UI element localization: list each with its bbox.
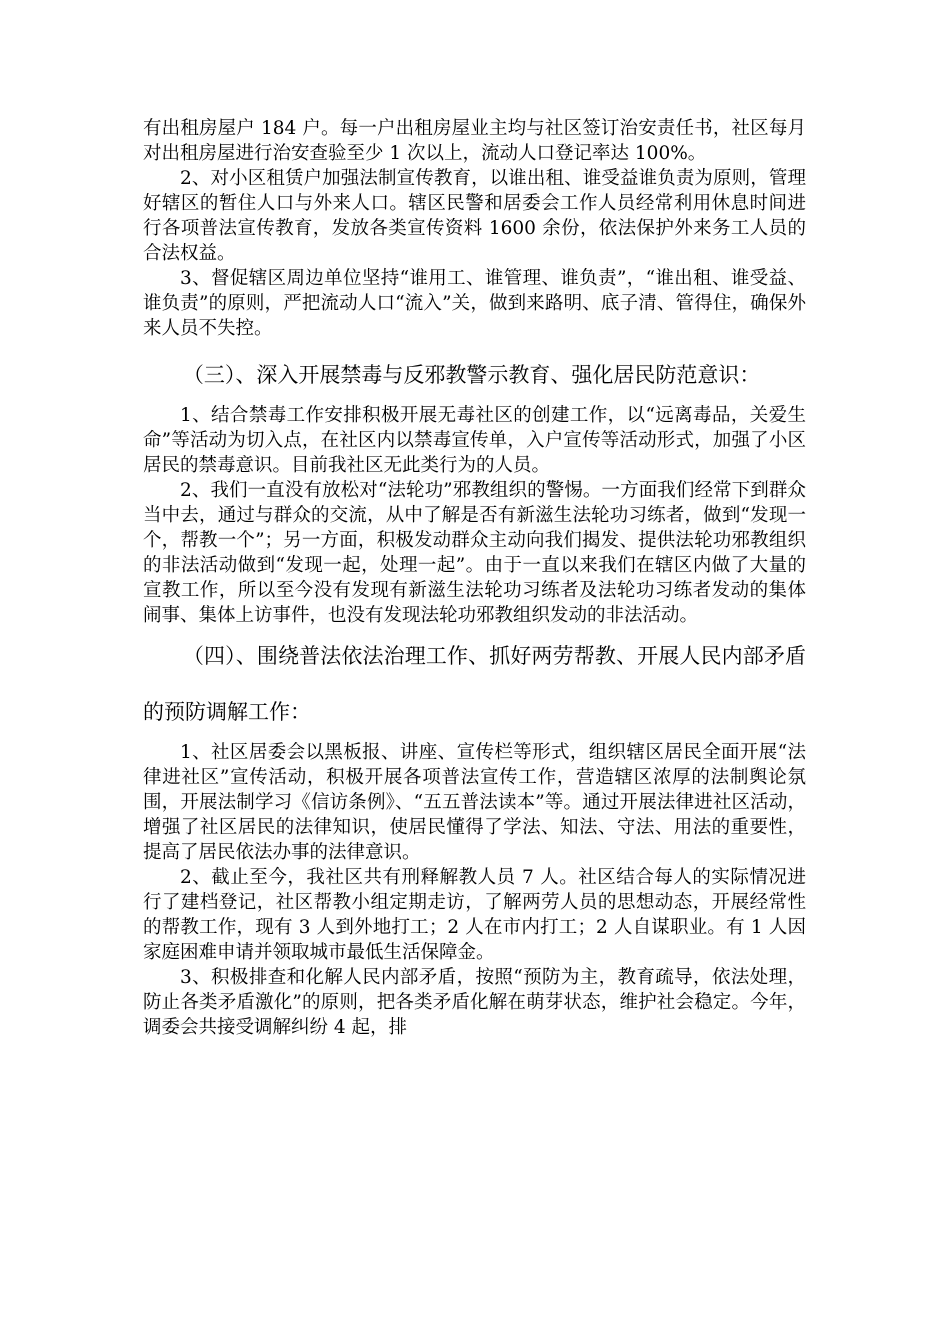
body-paragraph: 2、截止至今，我社区共有刑释解教人员 7 人。社区结合每人的实际情况进行了建档登记，社区帮教小组定期走访，了解两劳人员的思想动态，开展经常性的帮教工作，现有 3 人到外地打工；2 人在市内打工；2 人自谋职业。有 1 人因家庭困难申请并领取城市最低生活保障金。: [143, 867, 806, 963]
body-paragraph: 3、积极排查和化解人民内部矛盾，按照“预防为主，教育疏导，依法处理，防止各类矛盾激化”的原则，把各类矛盾化解在萌芽状态，维护社会稳定。今年，调委会共接受调解纠纷 4 起，排: [143, 967, 806, 1038]
body-paragraph: 2、对小区租赁户加强法制宣传教育，以谁出租、谁受益谁负责为原则，管理好辖区的暂住人口与外来人口。辖区民警和居委会工作人员经常利用休息时间进行各项普法宣传教育，发放各类宣传资料 1600 余份，依法保护外来务工人员的合法权益。: [143, 168, 806, 264]
body-paragraph: 2、我们一直没有放松对“法轮功”邪教组织的警惕。一方面我们经常下到群众当中去，通过与群众的交流，从中了解是否有新滋生法轮功习练者，做到“发现一个，帮教一个”；另一方面，积极发动群众主动向我们揭发、提供法轮功邪教组织的非法活动做到“发现一起，处理一起”。由于一直以来我们在辖区内做了大量的宣教工作，所以至今没有发现有新滋生法轮功习练者及法轮功习练者发动的集体闹事、集体上访事件，也没有发现法轮功邪教组织发动的非法活动。: [143, 480, 806, 626]
body-paragraph: 1、社区居委会以黑板报、讲座、宣传栏等形式，组织辖区居民全面开展“法律进社区”宣传活动，积极开展各项普法宣传工作，营造辖区浓厚的法制舆论氛围，开展法制学习《信访条例》、“五五普法读本”等。通过开展法律进社区活动，增强了社区居民的法律知识，使居民懂得了学法、知法、守法、用法的重要性，提高了居民依法办事的法律意识。: [143, 742, 806, 863]
body-paragraph: 1、结合禁毒工作安排积极开展无毒社区的创建工作，以“远离毒品，关爱生命”等活动为切入点，在社区内以禁毒宣传单，入户宣传等活动形式，加强了小区居民的禁毒意识。目前我社区无此类行为的人员。: [143, 405, 806, 476]
section-heading-4: （四）、围绕普法依法治理工作、抓好两劳帮教、开展人民内部矛盾的预防调解工作：: [143, 644, 806, 724]
section-heading-3: （三）、深入开展禁毒与反邪教警示教育、强化居民防范意识：: [182, 363, 761, 387]
body-paragraph: 3、督促辖区周边单位坚持“谁用工、谁管理、谁负责”，“谁出租、谁受益、谁负责”的原则，严把流动人口“流入”关，做到来路明、底子清、管得住，确保外来人员不失控。: [143, 268, 806, 339]
document-page: [143, 116, 806, 1040]
body-paragraph: 有出租房屋户 184 户。每一户出租房屋业主均与社区签订治安责任书，社区每月对出租房屋进行治安查验至少 1 次以上，流动人口登记率达 100%。: [143, 118, 806, 164]
